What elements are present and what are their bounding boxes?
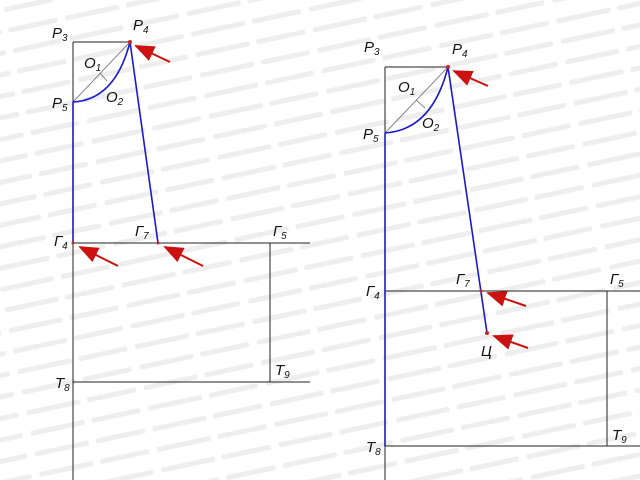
point-g7 bbox=[480, 290, 483, 293]
label-p5: $Р_5$ bbox=[363, 126, 379, 145]
point-p4 bbox=[128, 40, 132, 44]
label-t9: $Т_9$ bbox=[612, 427, 627, 446]
label-p3: $Р_3$ bbox=[364, 39, 380, 58]
point-g7 bbox=[157, 242, 160, 245]
label-g5: $Г_5$ bbox=[610, 271, 624, 290]
label-p3: $Р_3$ bbox=[52, 25, 68, 44]
label-t8: $Т_8$ bbox=[366, 439, 381, 458]
label-p4: $Р_4$ bbox=[452, 41, 468, 60]
label-o1: $О_1$ bbox=[398, 79, 416, 98]
label-o1: $О_1$ bbox=[84, 55, 102, 74]
label-o2: $О_2$ bbox=[422, 115, 440, 134]
label-t9: $Т_9$ bbox=[275, 362, 290, 381]
label-g5: $Г_5$ bbox=[273, 223, 287, 242]
label-o2: $О_2$ bbox=[106, 89, 124, 108]
label-t8: $Т_8$ bbox=[55, 375, 70, 394]
point-c bbox=[485, 331, 489, 335]
label-g4: $Г_4$ bbox=[366, 283, 380, 302]
label-p5: $Р_5$ bbox=[52, 95, 68, 114]
point-g4 bbox=[72, 242, 75, 245]
label-g7: $Г_7$ bbox=[135, 223, 149, 242]
label-g4: $Г_4$ bbox=[54, 233, 68, 252]
label-g7: $Г_7$ bbox=[456, 271, 470, 290]
point-p4 bbox=[446, 65, 450, 69]
label-p4: $Р_4$ bbox=[133, 17, 149, 36]
label-c: Ц bbox=[481, 343, 492, 360]
